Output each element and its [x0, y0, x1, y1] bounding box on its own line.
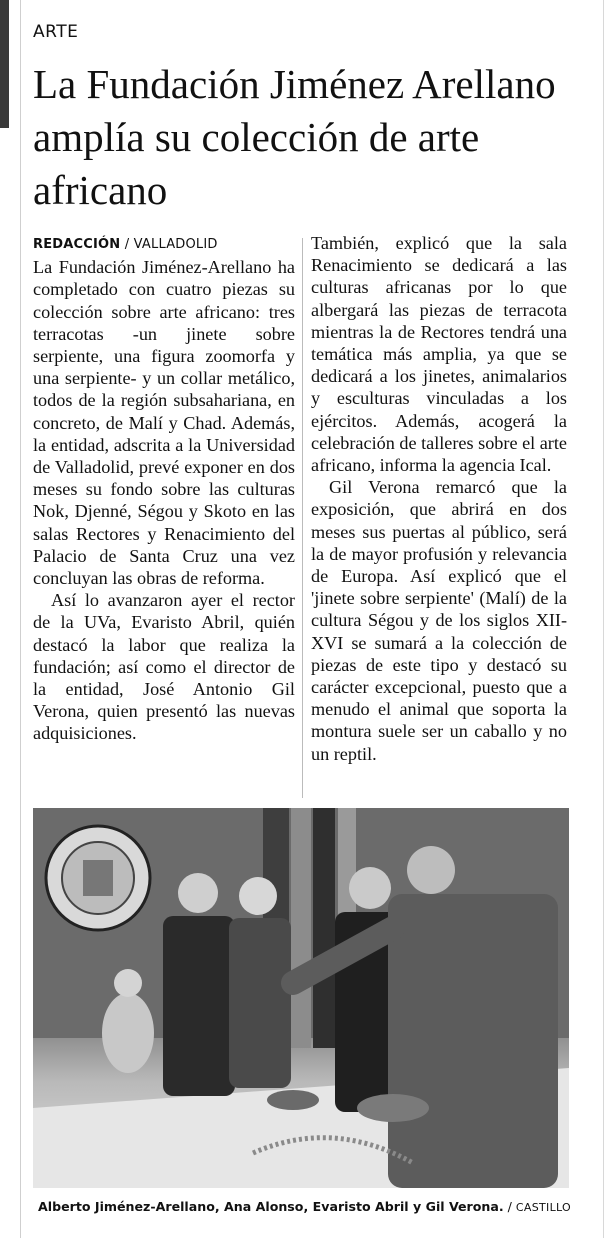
- person-1-head: [178, 873, 218, 913]
- news-photo: [33, 808, 569, 1188]
- article-paragraph-3: También, explicó que la sala Renacimiento se dedicará a las culturas africanas por lo que albergará las piezas de terracota mientras la de Rectores tendrá una temática más amplia, ya que se dedicará a los jinetes, animalarios y esculturas vinculadas a los ejércitos. Además, acogerá la celebración de talleres sobre el arte africano, informa la agencia Ical.: [311, 233, 567, 476]
- caption-names: Alberto Jiménez-Arellano, Ana Alonso, Evaristo Abril y Gil Verona.: [38, 1199, 504, 1214]
- paragraph-text: La Fundación Jiménez-Arellano ha completado con cuatro piezas su colección sobre arte africano: tres terracotas -un jinete sobre serpiente, una figura zoomorfa y una serpiente- y un collar metálico, todos de la región subsahariana, en concreto, de Malí y Chad. Además, la entidad, adscrita a la Universidad de Valladolid, prevé exponer en dos meses su fondo sobre las culturas Nok, Djenné, Ségou y Skoto en las salas Rectores y Renacimiento del Palacio de Santa Cruz una vez concluyan las obras de reforma.: [33, 257, 295, 589]
- page-edge-bar: [0, 0, 9, 128]
- byline-separator: /: [120, 237, 134, 252]
- byline-author: REDACCIÓN: [33, 237, 121, 252]
- person-3-head: [349, 867, 391, 909]
- article-paragraph-1: [33, 231, 295, 589]
- byline: [33, 237, 218, 252]
- flag-3: [313, 808, 335, 1048]
- person-4-head: [407, 846, 455, 894]
- article-paragraph-2: Así lo avanzaron ayer el rector de la UVa, Evaristo Abril, quién destacó la labor que realiza la fundación; así como el director de la entidad, José Antonio Gil Verona, quien presentó las nuevas adquisiciones.: [33, 590, 295, 744]
- headline: La Fundación Jiménez Arellano amplía su colección de arte africano: [33, 61, 556, 213]
- flag-2: [291, 808, 311, 1048]
- terracotta-figure: [267, 1090, 319, 1110]
- person-2-head: [239, 877, 277, 915]
- article-column-left: [33, 231, 295, 745]
- column-divider: [302, 238, 303, 798]
- horseman-statuette: [102, 993, 154, 1073]
- article-column-right: [311, 232, 567, 765]
- page-edge-rule: [603, 0, 604, 1238]
- statuette-head: [114, 969, 142, 997]
- person-1-body: [163, 916, 235, 1096]
- article-paragraph-4: Gil Verona remarcó que la exposición, que abrirá en dos meses sus puertas al público, será la de mayor profusión y relevancia de Europa. Así explicó que el 'jinete sobre serpiente' (Malí) de la cultura Ségou y de los siglos XII-XVI se sumará a la colección de piezas de este tipo y destacó su carácter excepcional, puesto que a menudo el animal que soporta la montura suele ser un caballo y no un reptil.: [311, 477, 567, 764]
- caption-separator: /: [503, 1199, 516, 1214]
- person-2-body: [229, 918, 291, 1088]
- terracotta-serpent: [357, 1094, 429, 1122]
- byline-location: VALLADOLID: [133, 237, 218, 252]
- photo-illustration: [33, 808, 569, 1188]
- margin-rule: [20, 0, 21, 1238]
- section-label: ARTE: [33, 22, 79, 42]
- person-4-sweater: [388, 894, 558, 1188]
- seal-shield: [83, 860, 113, 896]
- photo-credit: CASTILLO: [515, 1201, 571, 1214]
- photo-caption: [38, 1199, 578, 1214]
